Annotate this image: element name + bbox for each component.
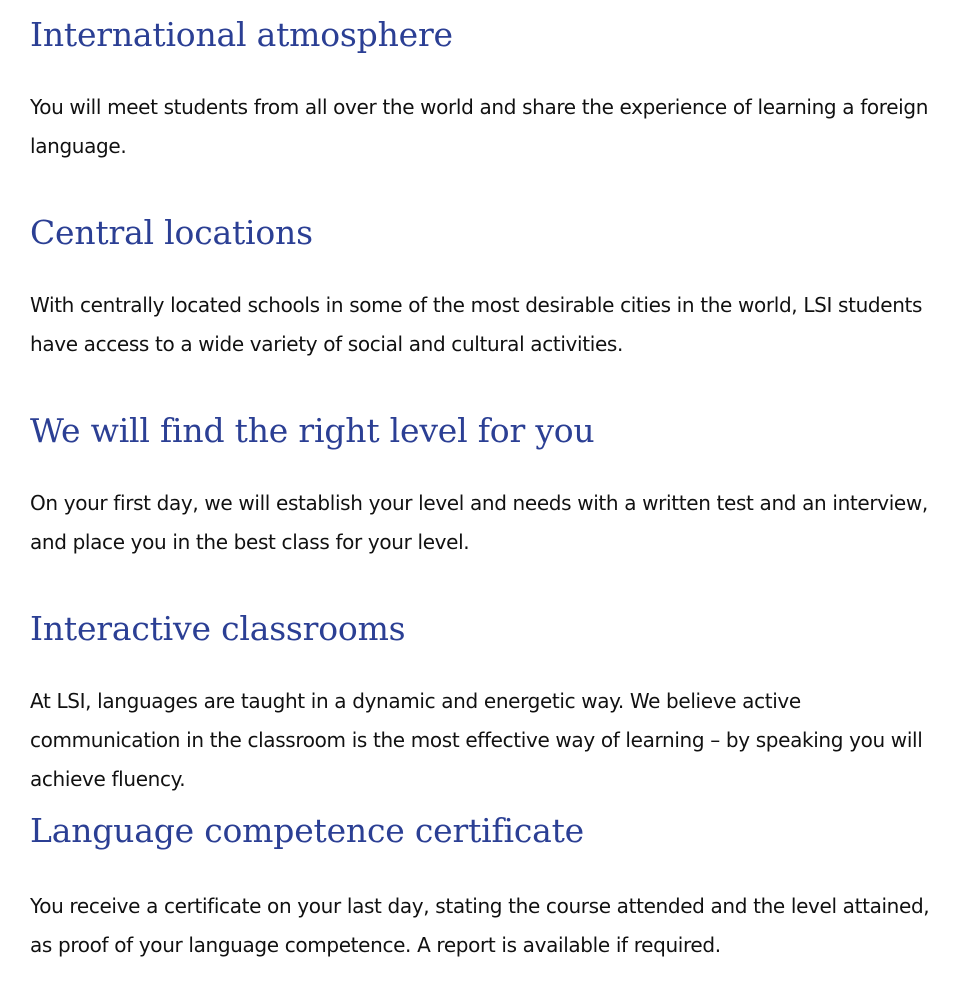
section-heading: International atmosphere — [30, 15, 453, 54]
section-body: You will meet students from all over the world and share the experience of learning a foreign language. — [30, 95, 929, 158]
section-body: At LSI, languages are taught in a dynamic and energetic way. We believe active communication in the classroom is the most effective way of learning – by speaking you will achieve fluency. — [30, 689, 923, 791]
section-body: You receive a certificate on your last day, stating the course attended and the level attained, as proof of your language competence. A report is available if required. — [30, 894, 930, 957]
section-central-locations — [30, 213, 950, 364]
section-language-certificate — [30, 811, 950, 965]
section-right-level — [30, 411, 950, 562]
section-body: On your first day, we will establish your level and needs with a written test and an interview, and place you in the best class for your level. — [30, 491, 928, 554]
section-heading: Interactive classrooms — [30, 609, 406, 648]
section-international-atmosphere — [30, 15, 950, 166]
section-heading: Language competence certificate — [30, 811, 584, 850]
section-heading: We will find the right level for you — [30, 411, 595, 450]
section-heading: Central locations — [30, 213, 313, 252]
section-interactive-classrooms — [30, 609, 950, 799]
section-body: With centrally located schools in some of the most desirable cities in the world, LSI students have access to a wide variety of social and cultural activities. — [30, 293, 923, 356]
